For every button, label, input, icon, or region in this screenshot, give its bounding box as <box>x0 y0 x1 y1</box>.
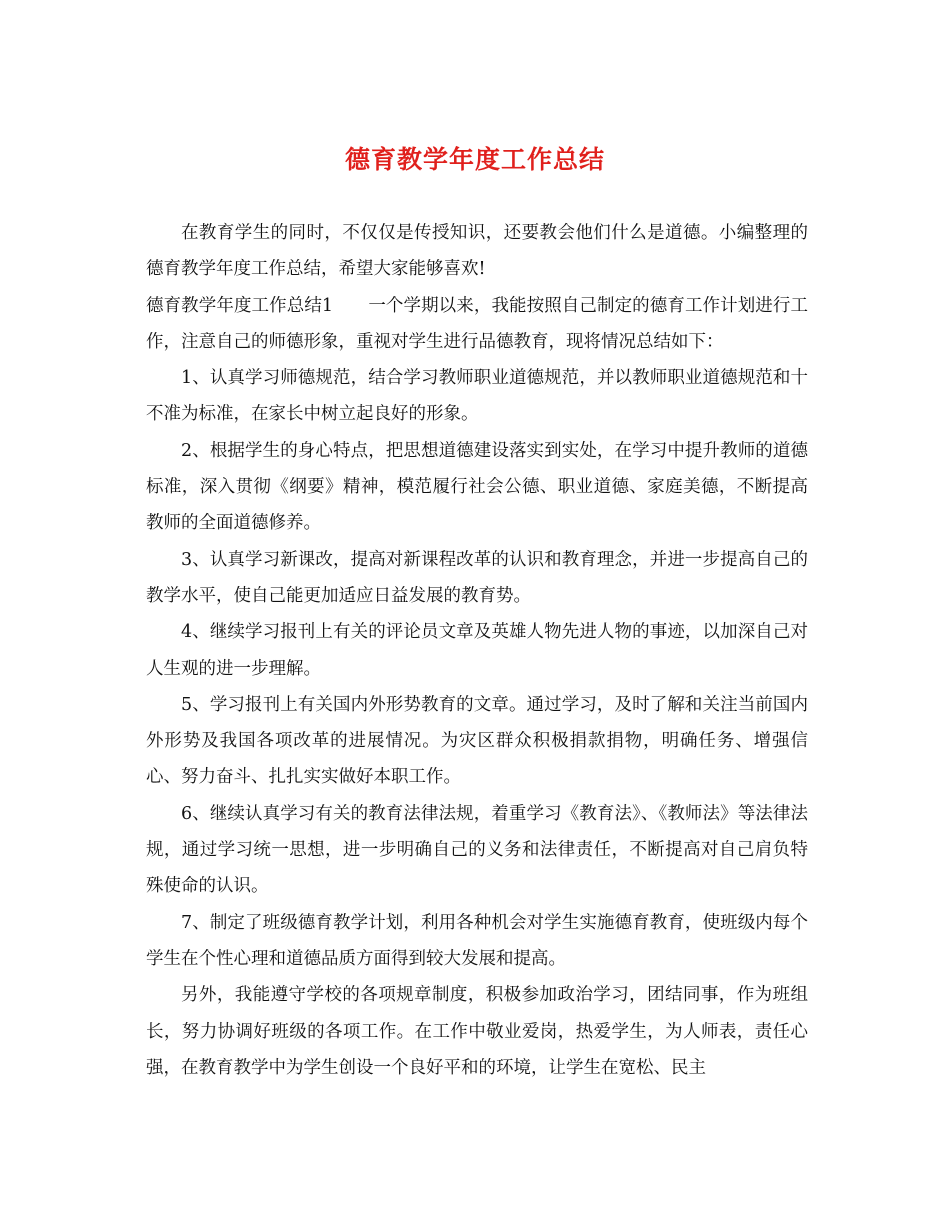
paragraph-section-1-opening: 德育教学年度工作总结1 一个学期以来，我能按照自己制定的德育工作计划进行工作，注意自己的师德形象，重视对学生进行品德教育，现将情况总结如下： <box>146 295 808 352</box>
paragraph-item-4: 4、继续学习报刊上有关的评论员文章及英雄人物先进人物的事迹，以加深自己对人生观的进一步理解。 <box>146 622 808 679</box>
paragraph-item-1: 1、认真学习师德规范，结合学习教师职业道德规范，并以教师职业道德规范和十不准为标准，在家长中树立起良好的形象。 <box>146 368 808 425</box>
document-body <box>146 215 808 1086</box>
paragraph-item-2: 2、根据学生的身心特点，把思想道德建设落实到实处，在学习中提升教师的道德标准，深入贯彻《纲要》精神，模范履行社会公德、职业道德、家庭美德，不断提高教师的全面道德修养。 <box>146 440 808 534</box>
paragraph-item-5: 5、学习报刊上有关国内外形势教育的文章。通过学习，及时了解和关注当前国内外形势及我国各项改革的进展情况。为灾区群众积极捐款捐物，明确任务、增强信心、努力奋斗、扎扎实实做好本职工作。 <box>146 694 808 788</box>
paragraph-item-3: 3、认真学习新课改，提高对新课程改革的认识和教育理念，并进一步提高自己的教学水平，使自己能更加适应日益发展的教育势。 <box>146 549 808 606</box>
paragraph-closing: 另外，我能遵守学校的各项规章制度，积极参加政治学习，团结同事，作为班组长，努力协调好班级的各项工作。在工作中敬业爱岗，热爱学生，为人师表，责任心强，在教育教学中为学生创设一个良好平和的环境，让学生在宽松、民主 <box>146 985 808 1078</box>
document-title: 德育教学年度工作总结 <box>344 145 605 174</box>
paragraph-item-7: 7、制定了班级德育教学计划，利用各种机会对学生实施德育教育，使班级内每个学生在个性心理和道德品质方面得到较大发展和提高。 <box>146 912 808 969</box>
paragraph-intro: 在教育学生的同时，不仅仅是传授知识，还要教会他们什么是道德。小编整理的德育教学年度工作总结，希望大家能够喜欢! <box>146 223 808 280</box>
paragraph-item-6: 6、继续认真学习有关的教育法律法规，着重学习《教育法》、《教师法》等法律法规，通过学习统一思想，进一步明确自己的义务和法律责任，不断提高对自己肩负特殊使命的认识。 <box>146 803 808 897</box>
